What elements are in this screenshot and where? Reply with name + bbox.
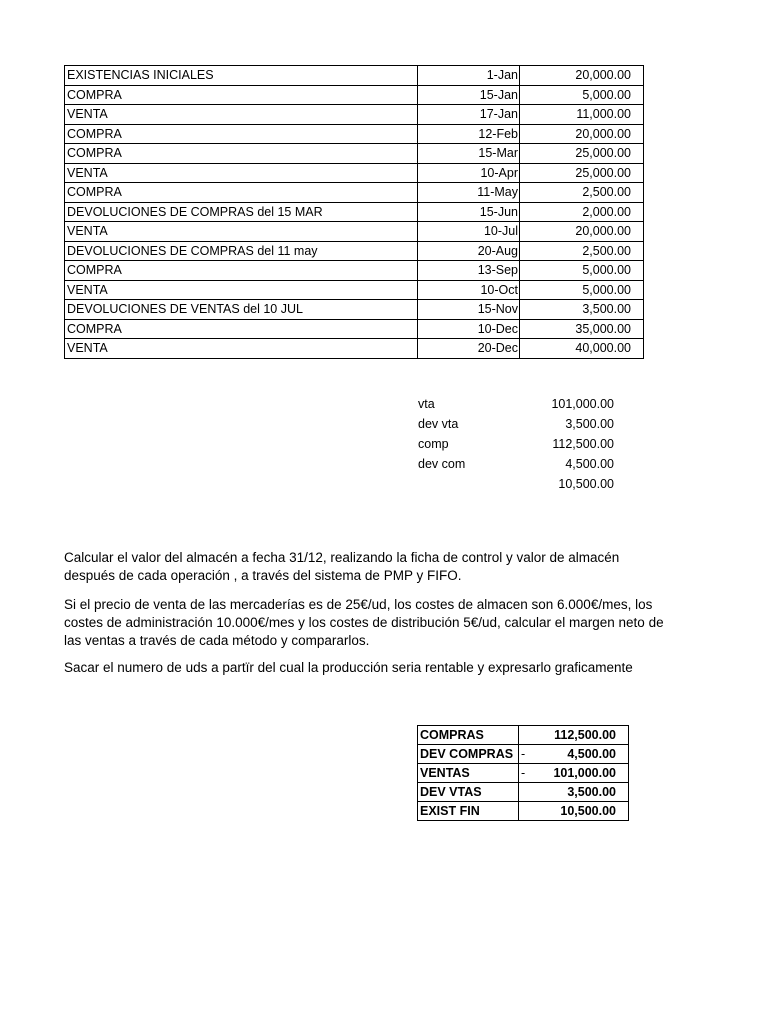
movement-date: 15-Jun bbox=[418, 202, 520, 222]
movement-amount: 5,000.00 bbox=[520, 85, 644, 105]
totals-label: COMPRAS bbox=[418, 726, 519, 745]
table-row bbox=[418, 745, 629, 764]
movement-amount: 5,000.00 bbox=[520, 280, 644, 300]
movement-amount: 2,500.00 bbox=[520, 183, 644, 203]
movements-table bbox=[64, 65, 644, 359]
movement-date: 1-Jan bbox=[418, 66, 520, 86]
movement-description: VENTA bbox=[65, 163, 418, 183]
movement-description: COMPRA bbox=[65, 319, 418, 339]
table-row bbox=[65, 202, 644, 222]
movement-date: 13-Sep bbox=[418, 261, 520, 281]
movement-description: VENTA bbox=[65, 222, 418, 242]
movement-date: 15-Jan bbox=[418, 85, 520, 105]
table-row bbox=[65, 241, 644, 261]
summary-value: 4,500.00 bbox=[565, 457, 614, 471]
table-row bbox=[65, 163, 644, 183]
totals-sign bbox=[519, 802, 532, 821]
summary-label: dev com bbox=[418, 457, 466, 471]
table-row bbox=[65, 300, 644, 320]
instruction-paragraph: Si el precio de venta de las mercaderías es de 25€/ud, los costes de almacen son 6.000€/mes, los costes de administración 10.000€/mes y los costes de distribución 5€/ud, calcular el margen neto de las ventas a través de cada método y compararlos. bbox=[64, 597, 664, 648]
movement-amount: 35,000.00 bbox=[520, 319, 644, 339]
summary-label: dev vta bbox=[418, 417, 459, 431]
totals-sign bbox=[519, 783, 532, 802]
movement-description: DEVOLUCIONES DE COMPRAS del 11 may bbox=[65, 241, 418, 261]
movement-date: 15-Mar bbox=[418, 144, 520, 164]
summary-row bbox=[418, 414, 618, 434]
summary-label: vta bbox=[418, 397, 435, 411]
totals-sign: - bbox=[519, 745, 532, 764]
movement-description: EXISTENCIAS INICIALES bbox=[65, 66, 418, 86]
table-row bbox=[65, 183, 644, 203]
totals-label: DEV VTAS bbox=[418, 783, 519, 802]
movement-amount: 3,500.00 bbox=[520, 300, 644, 320]
movement-description: COMPRA bbox=[65, 124, 418, 144]
movement-description: DEVOLUCIONES DE VENTAS del 10 JUL bbox=[65, 300, 418, 320]
movement-description: VENTA bbox=[65, 339, 418, 359]
movement-amount: 20,000.00 bbox=[520, 66, 644, 86]
table-row bbox=[65, 280, 644, 300]
instruction-paragraph: Calcular el valor del almacén a fecha 31/12, realizando la ficha de control y valor de almacén después de cada operación , a través del sistema de PMP y FIFO. bbox=[64, 550, 620, 583]
table-row bbox=[418, 764, 629, 783]
movement-date: 10-Dec bbox=[418, 319, 520, 339]
movement-amount: 20,000.00 bbox=[520, 222, 644, 242]
table-row bbox=[65, 124, 644, 144]
table-row bbox=[65, 319, 644, 339]
table-row bbox=[65, 85, 644, 105]
summary-row bbox=[418, 434, 618, 454]
movement-date: 10-Oct bbox=[418, 280, 520, 300]
table-row bbox=[418, 726, 629, 745]
movement-description: COMPRA bbox=[65, 183, 418, 203]
totals-label: DEV COMPRAS bbox=[418, 745, 519, 764]
table-row bbox=[65, 144, 644, 164]
movement-amount: 40,000.00 bbox=[520, 339, 644, 359]
movement-date: 20-Aug bbox=[418, 241, 520, 261]
summary-value: 101,000.00 bbox=[551, 397, 614, 411]
movement-amount: 2,000.00 bbox=[520, 202, 644, 222]
summary-value: 3,500.00 bbox=[565, 417, 614, 431]
totals-value: 101,000.00 bbox=[531, 764, 629, 783]
totals-label: EXIST FIN bbox=[418, 802, 519, 821]
totals-table bbox=[417, 725, 629, 821]
totals-sign: - bbox=[519, 764, 532, 783]
movement-description: VENTA bbox=[65, 280, 418, 300]
movement-amount: 25,000.00 bbox=[520, 144, 644, 164]
totals-value: 10,500.00 bbox=[531, 802, 629, 821]
totals-value: 3,500.00 bbox=[531, 783, 629, 802]
movement-date: 17-Jan bbox=[418, 105, 520, 125]
totals-value: 112,500.00 bbox=[531, 726, 629, 745]
summary-value: 10,500.00 bbox=[558, 477, 614, 491]
table-row bbox=[65, 222, 644, 242]
movement-amount: 5,000.00 bbox=[520, 261, 644, 281]
summary-row bbox=[418, 394, 618, 414]
table-row bbox=[65, 66, 644, 86]
table-row bbox=[65, 261, 644, 281]
totals-sign bbox=[519, 726, 532, 745]
summary-block bbox=[418, 394, 618, 494]
table-row bbox=[418, 783, 629, 802]
summary-value: 112,500.00 bbox=[552, 437, 614, 451]
totals-label: VENTAS bbox=[418, 764, 519, 783]
movement-date: 12-Feb bbox=[418, 124, 520, 144]
movement-date: 10-Jul bbox=[418, 222, 520, 242]
movement-description: DEVOLUCIONES DE COMPRAS del 15 MAR bbox=[65, 202, 418, 222]
movement-description: COMPRA bbox=[65, 261, 418, 281]
movement-amount: 2,500.00 bbox=[520, 241, 644, 261]
movement-date: 10-Apr bbox=[418, 163, 520, 183]
movement-description: VENTA bbox=[65, 105, 418, 125]
table-row bbox=[65, 105, 644, 125]
movement-description: COMPRA bbox=[65, 144, 418, 164]
table-row bbox=[418, 802, 629, 821]
table-row bbox=[65, 339, 644, 359]
summary-row bbox=[418, 474, 618, 494]
totals-value: 4,500.00 bbox=[531, 745, 629, 764]
movement-amount: 25,000.00 bbox=[520, 163, 644, 183]
movement-date: 11-May bbox=[418, 183, 520, 203]
summary-label: comp bbox=[418, 437, 449, 451]
summary-row bbox=[418, 454, 618, 474]
movement-description: COMPRA bbox=[65, 85, 418, 105]
movement-amount: 11,000.00 bbox=[520, 105, 644, 125]
movement-date: 15-Nov bbox=[418, 300, 520, 320]
movement-date: 20-Dec bbox=[418, 339, 520, 359]
instruction-paragraph: Sacar el numero de uds a partïr del cual la producción seria rentable y expresarlo graficamente bbox=[64, 660, 633, 675]
movement-amount: 20,000.00 bbox=[520, 124, 644, 144]
